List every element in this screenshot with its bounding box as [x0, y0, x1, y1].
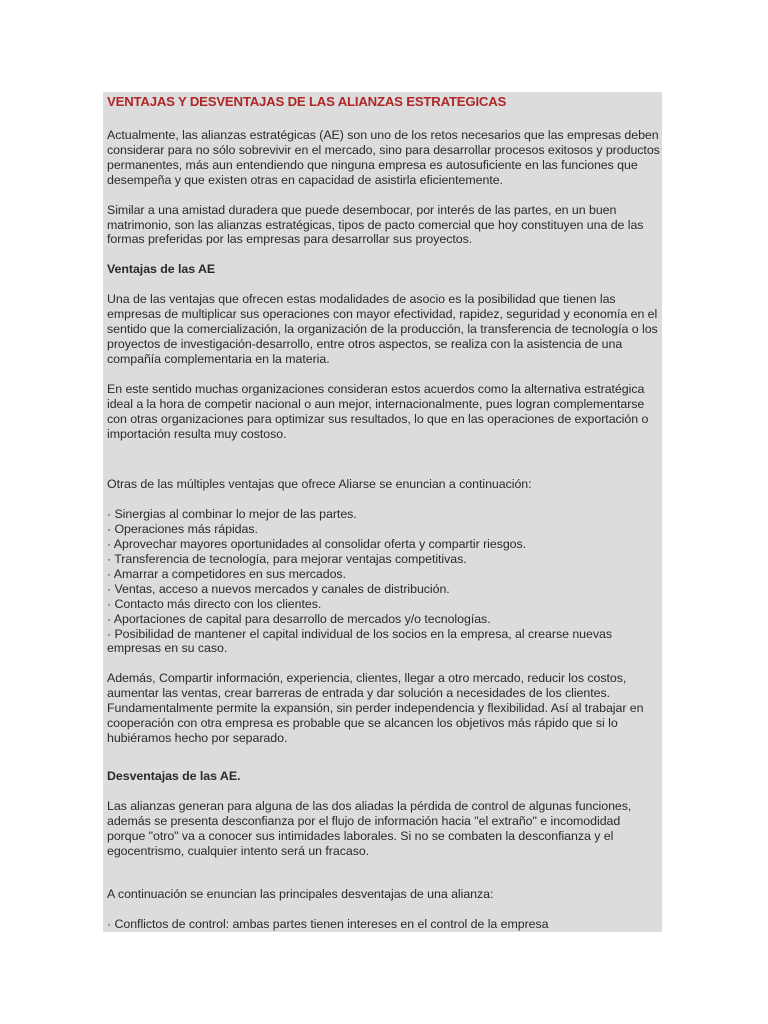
list-item: · Ventas, acceso a nuevos mercados y canales de distribución. — [107, 581, 450, 596]
list-item: · Aportaciones de capital para desarrollo de mercados y/o tecnologías. — [107, 611, 491, 626]
intro-paragraph-2: Similar a una amistad duradera que puede desembocar, por interés de las partes, en un buen matrimonio, son las alianzas estratégicas, tipos de pacto comercial que hoy constituyen una de las formas preferidas por las empresas para desarrollar sus proyectos. — [107, 202, 644, 247]
ventajas-list — [107, 507, 660, 656]
list-item: · Conflictos de control: ambas partes tienen intereses en el control de la empresa — [107, 917, 549, 932]
list-item: · Operaciones más rápidas. — [107, 522, 258, 537]
ventajas-list-intro: Otras de las múltiples ventajas que ofrece Aliarse se enuncian a continuación: — [107, 477, 532, 492]
ventajas-paragraph-3: Además, Compartir información, experiencia, clientes, llegar a otro mercado, reducir los costos, aumentar las ventas, crear barreras de entrada y dar solución a necesidades de los clientes. Fundamentalmente permite la expansión, sin perder independencia y flexibilidad. Así al trabajar en cooperación con otra empresa es probable que se alcancen los objetivos más rápido que si lo hubiéramos hecho por separado. — [107, 671, 644, 745]
ventajas-heading: Ventajas de las AE — [107, 262, 216, 277]
document-content — [107, 94, 660, 932]
list-item: · Sinergias al combinar lo mejor de las partes. — [107, 507, 357, 522]
list-item: · Amarrar a competidores en sus mercados. — [107, 566, 346, 581]
desventajas-paragraph-1: Las alianzas generan para alguna de las dos aliadas la pérdida de control de algunas funciones, además se presenta desconfianza por el flujo de información hacia "el extraño" e incomodidad porque "otro" va a conocer sus intimidades laborales. Si no se combaten la desconfianza y el egocentrismo, cualquier intento será un fracaso. — [107, 798, 632, 858]
desventajas-list — [107, 917, 660, 932]
ventajas-paragraph-1: Una de las ventajas que ofrecen estas modalidades de asocio es la posibilidad que tienen las empresas de multiplicar sus operaciones con mayor efectividad, rapidez, seguridad y economía en el sentido que la comercialización, la organización de la producción, la transferencia de tecnología o los proyectos de investigación-desarrollo, entre otros aspectos, se realiza con la asistencia de una compañía complementaria en la materia. — [107, 292, 658, 366]
intro-paragraph-1: Actualmente, las alianzas estratégicas (AE) son uno de los retos necesarios que las empresas deben considerar para no sólo sobrevivir en el mercado, sino para desarrollar procesos exitosos y productos permanentes, más aun entendiendo que ninguna empresa es autosuficiente en las funciones que desempeña y que existen otras en capacidad de asistirla eficientemente. — [107, 128, 660, 187]
desventajas-list-intro: A continuación se enuncian las principales desventajas de una alianza: — [107, 887, 494, 902]
list-item: · Transferencia de tecnología, para mejorar ventajas competitivas. — [107, 552, 467, 567]
document-panel — [103, 92, 662, 932]
desventajas-heading: Desventajas de las AE. — [107, 768, 241, 783]
ventajas-paragraph-2: En este sentido muchas organizaciones consideran estos acuerdos como la alternativa estratégica ideal a la hora de competir nacional o aun mejor, internacionalmente, pues logran complementarse con otras organizaciones para optimizar sus resultados, lo que en las operaciones de exportación o importación resulta muy costoso. — [107, 381, 649, 441]
list-item: · Contacto más directo con los clientes. — [107, 596, 322, 611]
list-item: · Posibilidad de mantener el capital individual de los socios en la empresa, al crearse nuevas empresas en su caso. — [107, 626, 612, 656]
document-title: VENTAJAS Y DESVENTAJAS DE LAS ALIANZAS ESTRATEGICAS — [107, 94, 507, 109]
list-item: · Aprovechar mayores oportunidades al consolidar oferta y compartir riesgos. — [107, 537, 527, 552]
